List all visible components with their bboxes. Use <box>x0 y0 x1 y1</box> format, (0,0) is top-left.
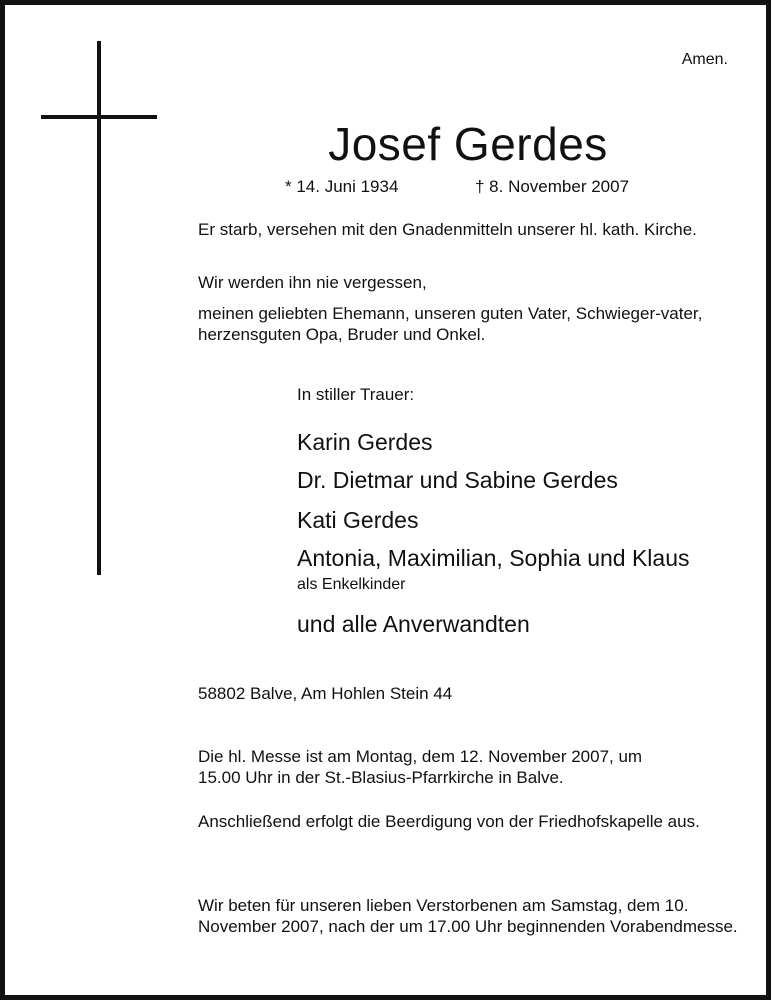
intro-text-3: meinen geliebten Ehemann, unseren guten Vater, Schwieger-vater, herzensguten Opa, Bruder und Onkel. <box>198 304 703 344</box>
burial-info: Anschließend erfolgt die Beerdigung von der Friedhofskapelle aus. <box>198 812 700 831</box>
death-date: † 8. November 2007 <box>475 177 630 196</box>
prayer-info: Wir beten für unseren lieben Verstorbenen am Samstag, dem 10. November 2007, nach der um 17.00 Uhr beginnenden Vorabendmesse. <box>198 896 738 936</box>
intro-text-1: Er starb, versehen mit den Gnadenmitteln unserer hl. kath. Kirche. <box>198 220 697 239</box>
mourner-name: Dr. Dietmar und Sabine Gerdes <box>297 467 618 493</box>
grandchildren-note: als Enkelkinder <box>297 576 406 593</box>
address: 58802 Balve, Am Hohlen Stein 44 <box>198 684 453 703</box>
closing-word: Amen. <box>681 51 728 68</box>
mourner-name: Antonia, Maximilian, Sophia und Klaus <box>297 545 690 571</box>
mourner-name: Kati Gerdes <box>297 507 419 533</box>
mass-info: Die hl. Messe ist am Montag, dem 12. November 2007, um 15.00 Uhr in der St.-Blasius-Pfarrkirche in Balve. <box>198 747 643 787</box>
relatives-line: und alle Anverwandten <box>297 611 530 637</box>
mourner-name: Karin Gerdes <box>297 429 433 455</box>
deceased-name: Josef Gerdes <box>328 118 608 170</box>
birth-date: * 14. Juni 1934 <box>285 177 399 196</box>
intro-text-2: Wir werden ihn nie vergessen, <box>198 273 427 292</box>
mourning-label: In stiller Trauer: <box>297 385 415 404</box>
cross-horizontal-beam <box>41 115 157 119</box>
cross-vertical-beam <box>97 41 101 575</box>
